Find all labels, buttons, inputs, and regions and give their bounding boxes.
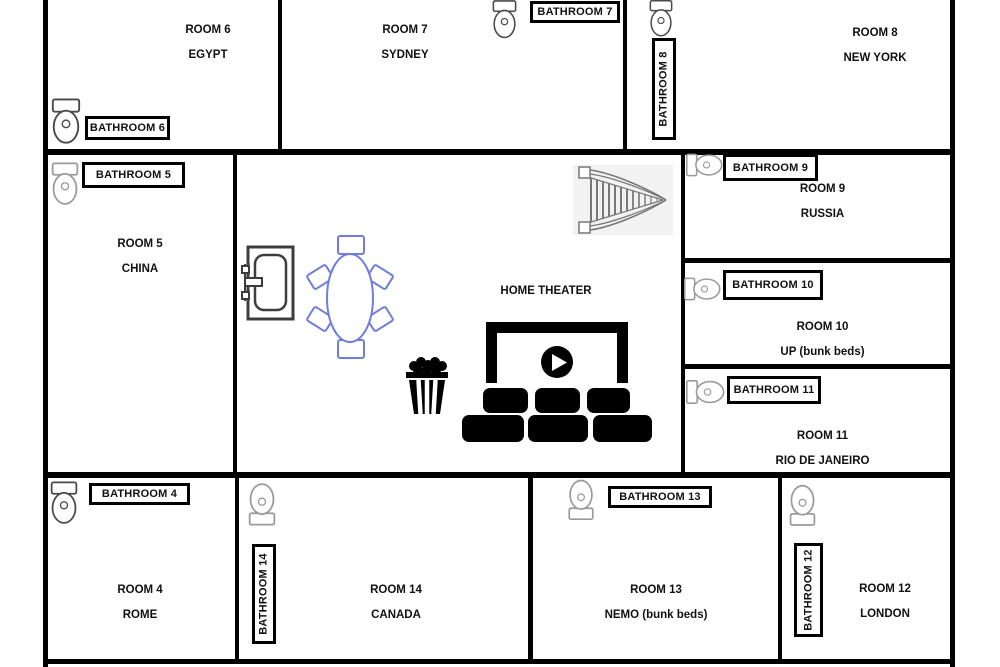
wall-outer-bottom — [43, 659, 955, 664]
wall-room10-room11 — [683, 364, 953, 369]
room-country: NEW YORK — [843, 52, 907, 64]
room-13-label — [566, 584, 746, 622]
wall-outer-right — [950, 0, 955, 667]
wall-mid-lower — [43, 472, 955, 478]
wall-room4-room14 — [235, 476, 239, 664]
toilet-icon — [50, 162, 80, 207]
toilet-icon — [684, 274, 722, 304]
wall-outer-left — [43, 0, 48, 667]
room-name: ROOM 6 — [185, 24, 231, 36]
movie-screen-icon — [458, 318, 656, 444]
room-country: EGYPT — [188, 49, 228, 61]
room-8-label — [785, 27, 965, 65]
home-theater-label: HOME THEATER — [500, 285, 592, 297]
toilet-icon — [686, 377, 726, 407]
bathroom-9-label: BATHROOM 9 — [723, 154, 818, 181]
room-name: ROOM 4 — [117, 584, 163, 596]
room-name: ROOM 10 — [796, 321, 849, 333]
room-6-label — [120, 24, 296, 62]
wall-room5-center — [233, 152, 237, 474]
sink-icon — [239, 244, 295, 322]
toilet-icon — [247, 481, 277, 526]
room-name: ROOM 13 — [630, 584, 682, 596]
room-12-label — [800, 583, 970, 621]
room-country: ROME — [122, 609, 158, 621]
room-name: ROOM 11 — [796, 430, 849, 442]
wall-center-right — [681, 152, 685, 474]
toilet-icon — [50, 98, 82, 146]
room-11-label — [735, 430, 910, 468]
dining-table-icon — [303, 232, 397, 364]
wall-room9-room10 — [683, 258, 953, 263]
room-9-label — [735, 183, 910, 221]
bathroom-10-label: BATHROOM 10 — [723, 270, 823, 300]
room-country: RIO DE JANEIRO — [775, 455, 870, 467]
bathroom-13-label: BATHROOM 13 — [608, 486, 712, 508]
room-name: ROOM 14 — [370, 584, 422, 596]
bathroom-12-label: BATHROOM 12 — [794, 543, 823, 637]
toilet-icon — [648, 0, 674, 38]
bathroom-11-label: BATHROOM 11 — [727, 376, 821, 404]
room-7-label — [315, 24, 495, 62]
room-4-label — [60, 584, 220, 622]
toilet-icon — [49, 481, 79, 526]
bathroom-8-label: BATHROOM 8 — [652, 38, 676, 140]
toilet-icon — [566, 478, 596, 520]
room-name: ROOM 9 — [799, 183, 846, 195]
toilet-icon — [788, 483, 817, 526]
room-5-label — [60, 238, 220, 276]
toilet-icon — [491, 0, 518, 40]
toilet-icon — [686, 151, 724, 179]
room-name: ROOM 8 — [852, 27, 898, 39]
room-country: SYDNEY — [381, 49, 429, 61]
wall-room7-room8 — [623, 0, 627, 152]
room-country: UP (bunk beds) — [780, 346, 865, 358]
room-name: ROOM 7 — [382, 24, 428, 36]
bathroom-6-label: BATHROOM 6 — [85, 116, 170, 140]
room-10-label — [735, 321, 910, 359]
room-14-label — [306, 584, 486, 622]
room-country: LONDON — [860, 608, 910, 620]
bathroom-14-label: BATHROOM 14 — [252, 544, 276, 644]
staircase-icon — [573, 165, 673, 235]
wall-mid-upper — [43, 149, 955, 155]
room-country: RUSSIA — [800, 208, 845, 220]
room-name: ROOM 12 — [859, 583, 911, 595]
wall-room6-room7 — [278, 0, 282, 152]
room-country: NEMO (bunk beds) — [604, 609, 708, 621]
wall-room13-room12 — [778, 476, 782, 664]
room-country: CHINA — [121, 263, 159, 275]
theater-seats-icon — [462, 388, 652, 442]
popcorn-icon — [404, 356, 450, 416]
bathroom-7-label: BATHROOM 7 — [530, 1, 620, 23]
bathroom-5-label: BATHROOM 5 — [82, 162, 185, 188]
room-country: CANADA — [371, 609, 421, 621]
wall-room14-room13 — [528, 476, 533, 664]
room-name: ROOM 5 — [117, 238, 163, 250]
bathroom-4-label: BATHROOM 4 — [89, 483, 190, 505]
